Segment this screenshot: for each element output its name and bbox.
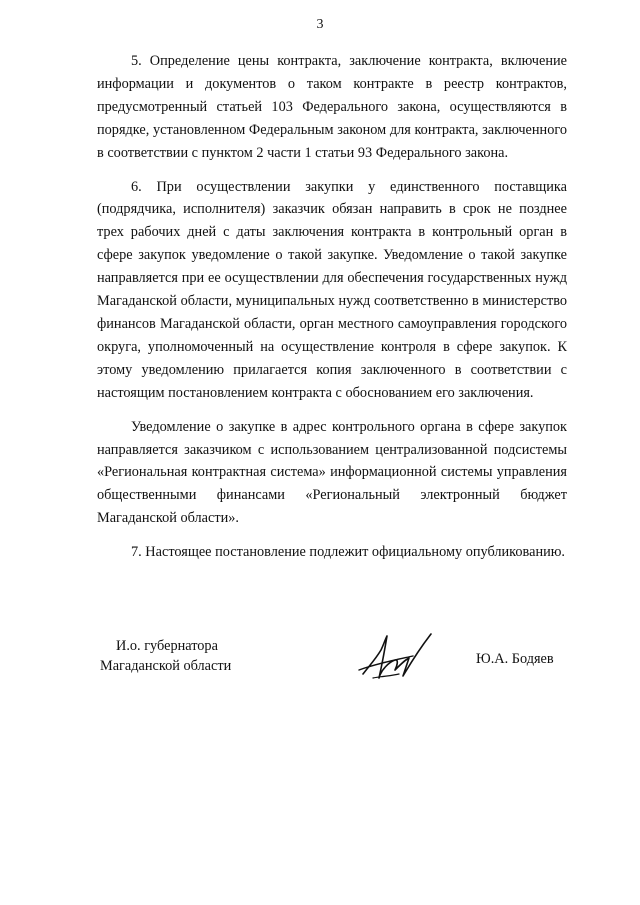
signatory-title	[100, 636, 300, 676]
paragraph-7: 7. Настоящее постановление подлежит официальному опубликованию.	[131, 544, 566, 561]
signatory-title-line2: Магаданской области	[100, 658, 232, 674]
signatory-title-line1: И.о. губернатора	[116, 638, 218, 654]
handwritten-signature	[355, 630, 435, 690]
paragraph-5: 5. Определение цены контракта, заключение контракта, включение информации и документов о таком контракте в реестр контрактов, предусмотренный статьей 103 Федерального закона, осуществляются в порядке, установленном Федеральным законом для контракта, заключенного в соответствии с пунктом 2 части 1 статьи 93 Федерального закона.	[97, 53, 567, 161]
signatory-name: Ю.А. Бодяев	[476, 651, 554, 667]
paragraph-6: 6. При осуществлении закупки у единственного поставщика (подрядчика, исполнителя) заказчик обязан направить в срок не позднее трех рабочих дней с даты заключения контракта в контрольный орган в сфере закупок уведомление о такой закупке. Уведомление о такой закупке направляется при ее осуществлении для обеспечения государственных нужд Магаданской области, муниципальных нужд соответственно в министерство финансов Магаданской области, орган местного самоуправления городского округа, уполномоченный на осуществление контроля в сфере закупок. К этому уведомлению прилагается копия заключенного в соответствии с настоящим постановлением контракта с обоснованием его заключения.	[97, 178, 567, 401]
document-body	[97, 50, 567, 572]
page-number: 3	[316, 17, 324, 32]
signature-block	[0, 630, 640, 690]
paragraph-notification: Уведомление о закупке в адрес контрольного органа в сфере закупок направляется заказчиком с использованием централизованной подсистемы «Региональная контрактная система» информационной системы управления общественными финансами «Региональный электронный бюджет Магаданской области».	[97, 418, 567, 527]
